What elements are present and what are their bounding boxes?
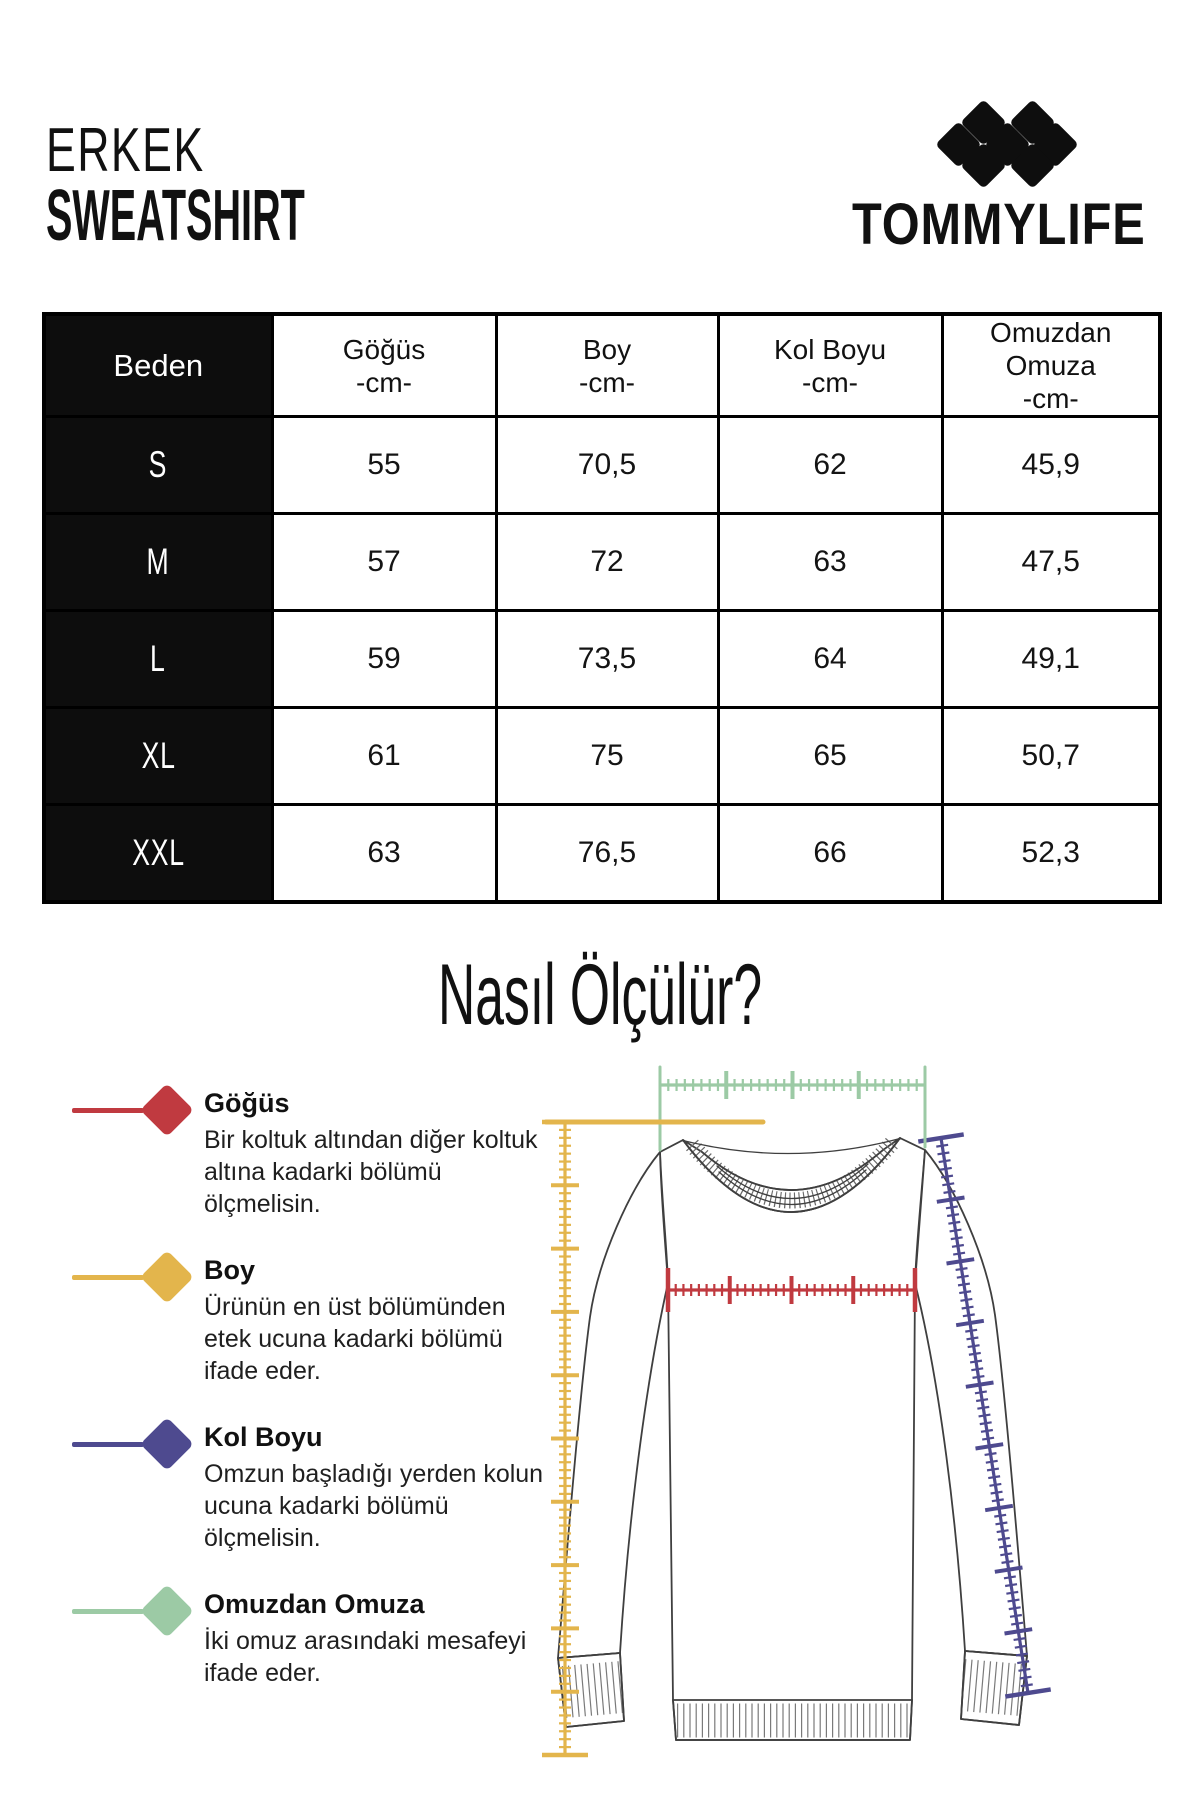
how-to-measure-text: Nasıl Ölçülür? <box>437 947 763 1043</box>
legend-term: Boy <box>204 1255 256 1285</box>
legend-term: Göğüs <box>204 1088 290 1118</box>
measurement-cell: 47,5 <box>942 514 1160 611</box>
legend-line-icon <box>72 1108 144 1113</box>
measurement-cell: 55 <box>272 417 496 514</box>
legend-marker <box>72 1255 190 1299</box>
sweatshirt-diagram <box>480 1055 1100 1775</box>
brand-name <box>852 192 1200 257</box>
legend-line-icon <box>72 1442 144 1447</box>
legend-diamond-icon <box>140 1250 194 1304</box>
legend-description: Ürünün en üst bölümünden etek ucuna kadarki bölümü ifade eder. <box>204 1293 506 1385</box>
measurement-diagram <box>480 1055 1100 1775</box>
measurement-cell: 63 <box>718 514 942 611</box>
size-label-cell: XL <box>44 708 272 805</box>
size-table-body <box>44 417 1160 902</box>
brand-text: TOMMYLIFE <box>852 192 1146 257</box>
sweatshirt-body <box>660 1138 925 1740</box>
size-table-row <box>44 805 1160 902</box>
size-label-cell: M <box>44 514 272 611</box>
legend-diamond-icon <box>140 1417 194 1471</box>
measurement-cell: 62 <box>718 417 942 514</box>
measurement-cell: 72 <box>496 514 718 611</box>
size-table-header-row <box>44 314 1160 417</box>
measurement-cell: 70,5 <box>496 417 718 514</box>
size-table-row <box>44 611 1160 708</box>
measurement-cell: 65 <box>718 708 942 805</box>
measurement-cell: 63 <box>272 805 496 902</box>
column-header: Omuzdan Omuza -cm- <box>942 314 1160 417</box>
size-label-cell: L <box>44 611 272 708</box>
legend-description: Bir koltuk altından diğer koltuk altına kadarki bölümü ölçmelisin. <box>204 1126 538 1218</box>
legend-term: Omuzdan Omuza <box>204 1589 425 1619</box>
size-table-row <box>44 708 1160 805</box>
column-header: Beden <box>44 314 272 417</box>
column-header: Göğüs -cm- <box>272 314 496 417</box>
product-category-title <box>46 116 266 185</box>
measurement-cell: 45,9 <box>942 417 1160 514</box>
column-header: Boy -cm- <box>496 314 718 417</box>
legend-line-icon <box>72 1275 144 1280</box>
size-table-row <box>44 417 1160 514</box>
measurement-cell: 64 <box>718 611 942 708</box>
measurement-cell: 59 <box>272 611 496 708</box>
sweatshirt-left-sleeve <box>558 1152 668 1658</box>
size-label-cell: S <box>44 417 272 514</box>
measurement-cell: 73,5 <box>496 611 718 708</box>
measurement-cell: 49,1 <box>942 611 1160 708</box>
column-header: Kol Boyu -cm- <box>718 314 942 417</box>
legend-marker <box>72 1589 190 1633</box>
legend-line-icon <box>72 1609 144 1614</box>
legend-marker <box>72 1422 190 1466</box>
product-type-title <box>46 176 517 256</box>
brand-logo-icon <box>930 92 1090 197</box>
measurement-cell: 61 <box>272 708 496 805</box>
measurement-cell: 76,5 <box>496 805 718 902</box>
category-text: ERKEK <box>46 116 205 185</box>
legend-marker <box>72 1088 190 1132</box>
legend-diamond-icon <box>140 1584 194 1638</box>
legend-term: Kol Boyu <box>204 1422 323 1452</box>
measurement-cell: 50,7 <box>942 708 1160 805</box>
size-table-row <box>44 514 1160 611</box>
measurement-cell: 66 <box>718 805 942 902</box>
how-to-measure-title <box>0 947 1200 1043</box>
measurement-cell: 75 <box>496 708 718 805</box>
measurement-cell: 52,3 <box>942 805 1160 902</box>
legend-description: Omzun başladığı yerden kolun ucuna kadarki bölümü ölçmelisin. <box>204 1460 544 1552</box>
legend-description: İki omuz arasındaki mesafeyi ifade eder. <box>204 1627 527 1687</box>
legend-diamond-icon <box>140 1083 194 1137</box>
product-text: SWEATSHIRT <box>46 176 305 256</box>
size-table <box>42 312 1162 904</box>
size-label-cell: XXL <box>44 805 272 902</box>
measurement-cell: 57 <box>272 514 496 611</box>
